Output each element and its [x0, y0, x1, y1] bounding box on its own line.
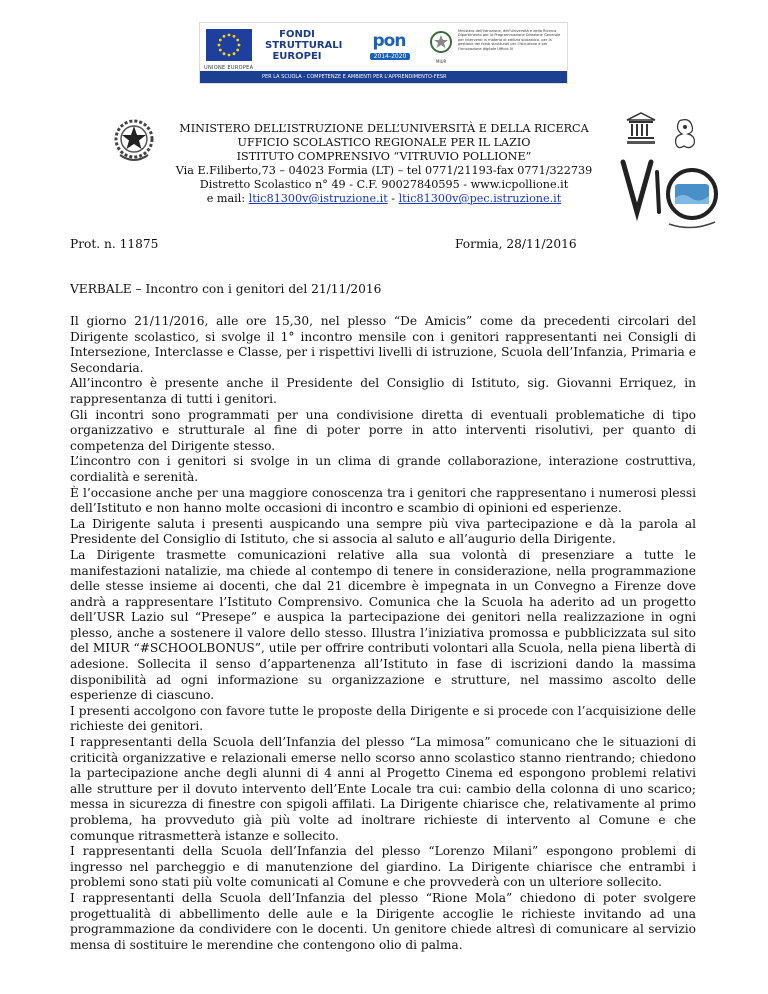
pon-logo: pon: [372, 31, 406, 51]
pon-years: 2014-2020: [370, 53, 410, 60]
miur-text: Ministero dell'Istruzione, dell'Università e della Ricerca Dipartimento per la Programmazione Direzione Generale per interventi in materia di edilizia scolastica, per la gestione dei fondi strutturali per l'istruzione e per l'innovazione digitale Ufficio IV: [458, 29, 561, 51]
document-date: Formia, 28/11/2016: [455, 237, 577, 251]
fondi-strutturali-title: FONDI STRUTTURALI EUROPEI: [265, 29, 343, 62]
institution-header: [110, 122, 658, 206]
email-prefix: e mail:: [206, 192, 249, 205]
header-ministry: MINISTERO DELL’ISTRUZIONE DELL’UNIVERSITÀ E DELLA RICERCA: [179, 122, 589, 135]
email-link-pec[interactable]: ltic81300v@pec.istruzione.it: [398, 192, 562, 205]
paragraph: È l’occasione anche per una maggiore conoscenza tra i genitori che rappresentano i numerosi plessi dell’Istituto e non hanno molte occasioni di incontro e scambio di opinioni ed esperienze.: [70, 485, 696, 516]
header-email-line: [110, 192, 658, 206]
italian-republic-emblem-icon: [429, 29, 453, 55]
document-subject: VERBALE – Incontro con i genitori del 21/11/2016: [70, 282, 382, 296]
paragraph: L’incontro con i genitori si svolge in un clima di grande collaborazione, interazione costruttiva, cordialità e serenità.: [70, 454, 696, 484]
paragraph: La Dirigente saluta i presenti auspicando una sempre più viva partecipazione e dà la parola al Presidente del Consiglio di Istituto, che si associa al saluto e all’augurio della Dirigente.: [70, 516, 696, 547]
header-school: ISTITUTO COMPRENSIVO “VITRUVIO POLLIONE”: [236, 150, 532, 163]
eu-flag-icon: [206, 29, 252, 61]
pon-banner: [199, 22, 568, 84]
paragraph: I presenti accolgono con favore tutte le proposte della Dirigente e si procede con l’acquisizione delle richieste dei genitori.: [70, 703, 696, 734]
paragraph: All’incontro è presente anche il Presidente del Consiglio di Istituto, sig. Giovanni Erriquez, in rappresentanza di tutti i genitori.: [70, 376, 696, 406]
school-drawing-logo-icon: [660, 116, 710, 152]
miur-label: MIUR: [436, 59, 447, 64]
banner-bar: PER LA SCUOLA - COMPETENZE E AMBIENTI PER L'APPRENDIMENTO-FESR: [200, 71, 567, 83]
paragraph: Il giorno 21/11/2016, alle ore 15,30, nel plesso “De Amicis” come da precedenti circolari del Dirigente scolastico, si svolge il 1° incontro mensile con i genitori rappresentanti nei Consigli di Intersezione, Interclasse e Classe, per i rispettivi livelli di istruzione, Scuola dell’Infanzia, Primaria e Secondaria.: [70, 314, 696, 375]
paragraph: La Dirigente trasmette comunicazioni relative alla sua volontà di presenziare a tutte le manifestazioni natalizie, ma chiede al contempo di tenere in considerazione, nella programmazione delle stesse insieme ai docenti, che dal 21 dicembre è impegnata in un Convegno a Firenze dove andrà a rappresentare l’Istituto Comprensivo. Comunica che la Scuola ha aderito ad un progetto dell’USR Lazio sul “Presepe” e auspica la partecipazione dei genitori nella realizzazione in ogni plesso, anche a sostenere il valore dello stesso. Illustra l’iniziativa promossa e pubblicizzata sul sito del MIUR “#SCHOOLBONUS”, utile per offrire contributi volontari alla Scuola, nella piena libertà di adesione. Sollecita il senso d’appartenenza all’Istituto in fase di iscrizioni dando la massima disponibilità ad ogni informazione su organizzazione e strutture, nel massimo ascolto delle esperienze di ciascuno.: [70, 547, 696, 703]
eu-caption: UNIONE EUROPEA: [204, 65, 254, 71]
paragraph: I rappresentanti della Scuola dell’Infanzia del plesso “Lorenzo Milani” espongono problemi di ingresso nel parcheggio e di manutenzione del giardino. La Dirigente chiarisce che entrambi i problemi sono stati più volte comunicati al Comune e che provvederà con un ulteriore sollecito.: [70, 844, 696, 890]
paragraph: I rappresentanti della Scuola dell’Infanzia del plesso “La mimosa” comunicano che le situazioni di criticità organizzative e relazionali emerse nello scorso anno scolastico stanno rientrando; chiedono la partecipazione anche degli alunni di 4 anni al Progetto Cinema ed espongono problemi relativi alle strutture per il dovuto intervento dell’Ente Locale tra cui: cambio della colonna di uno scarico; messa in sicurezza di finestre con spigoli affilati. La Dirigente chiarisce che, relativamente al primo problema, ha provveduto già più volte ad inoltrare richieste di intervento al Comune e che comunque ritrasmetterà istanze e sollecito.: [70, 735, 696, 843]
header-office: UFFICIO SCOLASTICO REGIONALE PER IL LAZIO: [237, 136, 531, 149]
header-district: Distretto Scolastico n° 49 - C.F. 90027840595 - www.icpollione.it: [199, 178, 569, 191]
header-address: Via E.Filiberto,73 – 04023 Formia (LT) – tel 0771/21193-fax 0771/322739: [175, 164, 593, 177]
protocol-number: Prot. n. 11875: [70, 237, 159, 251]
email-link-istruzione[interactable]: ltic81300v@istruzione.it: [248, 192, 388, 205]
document-body: [70, 314, 696, 953]
paragraph: Gli incontri sono programmati per una condivisione diretta di eventuali problematiche di tipo organizzativo e strutturale al fine di poter porre in atto interventi risolutivi, per quanto di competenza del Dirigente stesso.: [70, 407, 696, 453]
email-separator: -: [387, 192, 399, 205]
paragraph: I rappresentanti della Scuola dell’Infanzia del plesso “Rione Mola” chiedono di poter svolgere progettualità di abbellimento delle aule e la Dirigente accoglie le richieste invitando ad una programmazione da condividere con le docenti. Un genitore chiede altresì di comunicare al servizio mensa di sostituire le merendine che contengono olio di palma.: [70, 890, 696, 952]
